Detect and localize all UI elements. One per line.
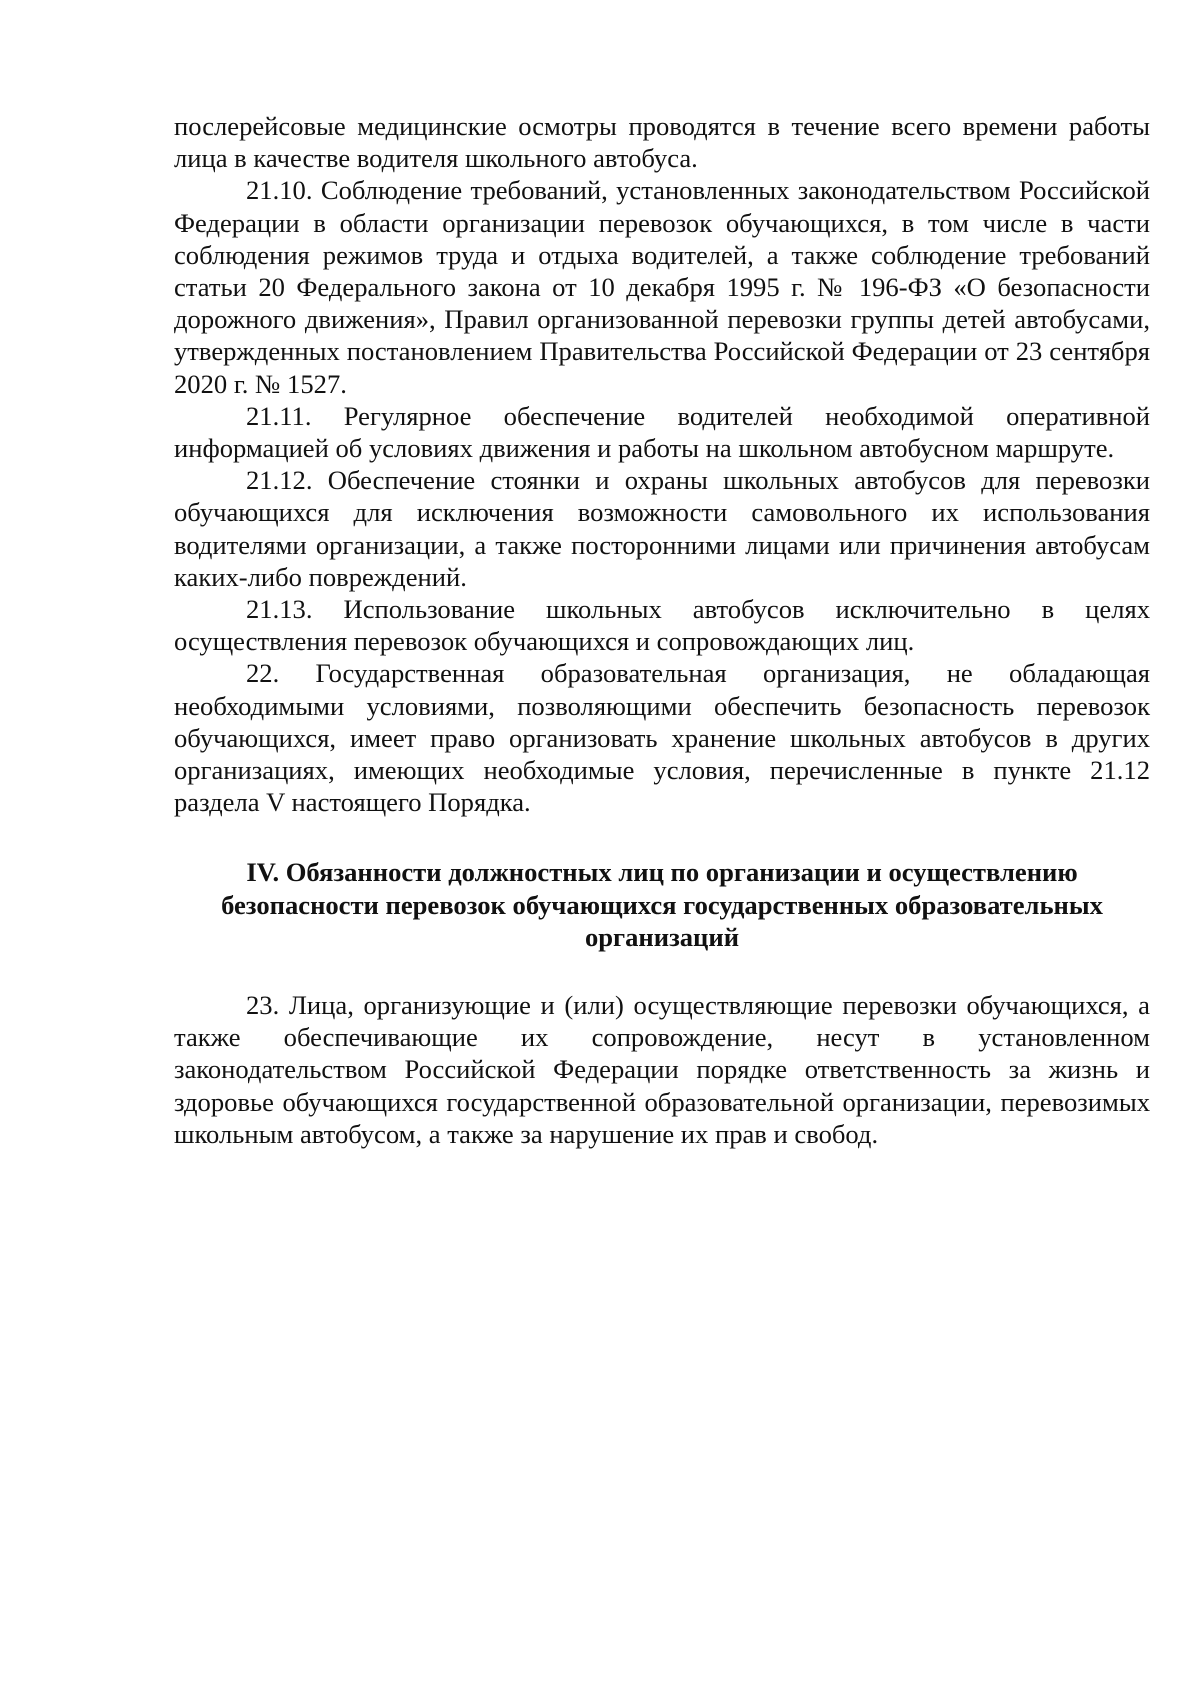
paragraph-22: 22. Государственная образовательная организация, не обладающая необходимыми условиями, позволяющими обеспечить безопасность перевозок обучающихся, имеет право организовать хранение школьных автобусов в других организациях, имеющих необходимые условия, перечисленные в пункте 21.12 раздела V настоящего Порядка.: [174, 658, 1150, 818]
paragraph-23: 23. Лица, организующие и (или) осуществляющие перевозки обучающихся, а также обеспечивающие их сопровождение, несут в установленном законодательством Российской Федерации порядке ответственность за жизнь и здоровье обучающихся государственной образовательной организации, перевозимых школьным автобусом, а также за нарушение их прав и свобод.: [174, 990, 1150, 1149]
paragraph-21-13: 21.13. Использование школьных автобусов исключительно в целях осуществления перевозок обучающихся и сопровождающих лиц.: [174, 594, 1150, 657]
paragraph-21-10: 21.10. Соблюдение требований, установленных законодательством Российской Федерации в области организации перевозок обучающихся, в том числе в части соблюдения режимов труда и отдыха водителей, а также соблюдение требований статьи 20 Федерального закона от 10 декабря 1995 г. № 196-ФЗ «О безопасности дорожного движения», Правил организованной перевозки группы детей автобусами, утвержденных постановлением Правительства Российской Федерации от 23 сентября 2020 г. № 1527.: [174, 175, 1150, 399]
section-heading: [174, 856, 1150, 953]
paragraph-continuation: послерейсовые медицинские осмотры проводятся в течение всего времени работы лица в качестве водителя школьного автобуса.: [174, 111, 1150, 174]
section-heading-line-1: IV. Обязанности должностных лиц по организации и осуществлению: [246, 857, 1078, 888]
paragraph-21-12: 21.12. Обеспечение стоянки и охраны школьных автобусов для перевозки обучающихся для исключения возможности самовольного их использования водителями организации, а также посторонними лицами или причинения автобусам каких-либо повреждений.: [174, 465, 1150, 592]
document-page: [174, 110, 1150, 1150]
paragraph-21-11: 21.11. Регулярное обеспечение водителей необходимой оперативной информацией об условиях движения и работы на школьном автобусном маршруте.: [174, 400, 1150, 464]
paragraphs-before: [174, 110, 1150, 818]
section-heading-line-2: безопасности перевозок обучающихся государственных образовательных: [221, 889, 1103, 920]
paragraphs-after: [174, 989, 1150, 1150]
section-heading-line-3: организаций: [584, 921, 740, 952]
